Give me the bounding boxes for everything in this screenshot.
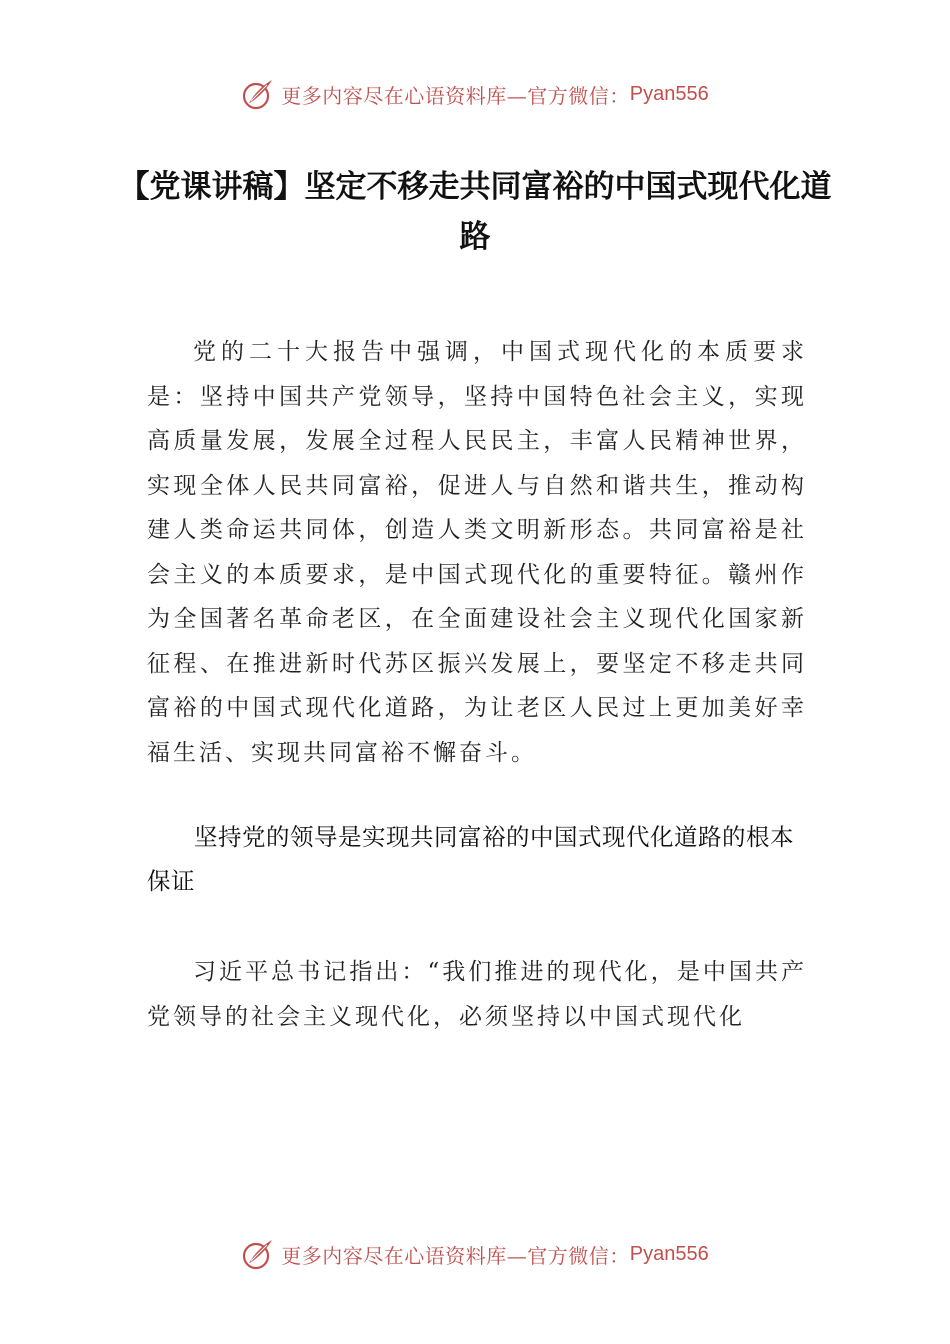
watermark-footer bbox=[0, 1234, 950, 1274]
document-title: 【党课讲稿】坚定不移走共同富裕的中国式现代化道路 bbox=[118, 169, 832, 255]
watermark-wechat-id: Pyan556 bbox=[629, 1242, 709, 1265]
watermark-wechat-id: Pyan556 bbox=[629, 82, 709, 105]
section-heading: 坚持党的领导是实现共同富裕的中国式现代化道路的根本保证 bbox=[147, 823, 794, 895]
watermark-text: 更多内容尽在心语资料库—官方微信： bbox=[281, 83, 630, 108]
watermark-text: 更多内容尽在心语资料库—官方微信： bbox=[281, 1243, 630, 1268]
watermark-header bbox=[0, 74, 950, 114]
feather-logo-icon bbox=[241, 1237, 275, 1271]
body-paragraph: 党的二十大报告中强调，中国式现代化的本质要求是：坚持中国共产党领导，坚持中国特色社会主义，实现高质量发展，发展全过程人民民主，丰富人民精神世界，实现全体人民共同富裕，促进人与自然和谐共生，推动构建人类命运共同体，创造人类文明新形态。共同富裕是社会主义的本质要求，是中国式现代化的重要特征。赣州作为全国著名革命老区，在全面建设社会主义现代化国家新征程、在推进新时代苏区振兴发展上，要坚定不移走共同富裕的中国式现代化道路，为让老区人民过上更加美好幸福生活、实现共同富裕不懈奋斗。 bbox=[147, 339, 807, 766]
body-paragraph: 习近平总书记指出：“我们推进的现代化，是中国共产党领导的社会主义现代化，必须坚持以中国式现代化 bbox=[147, 959, 807, 1030]
feather-logo-icon bbox=[241, 77, 275, 111]
